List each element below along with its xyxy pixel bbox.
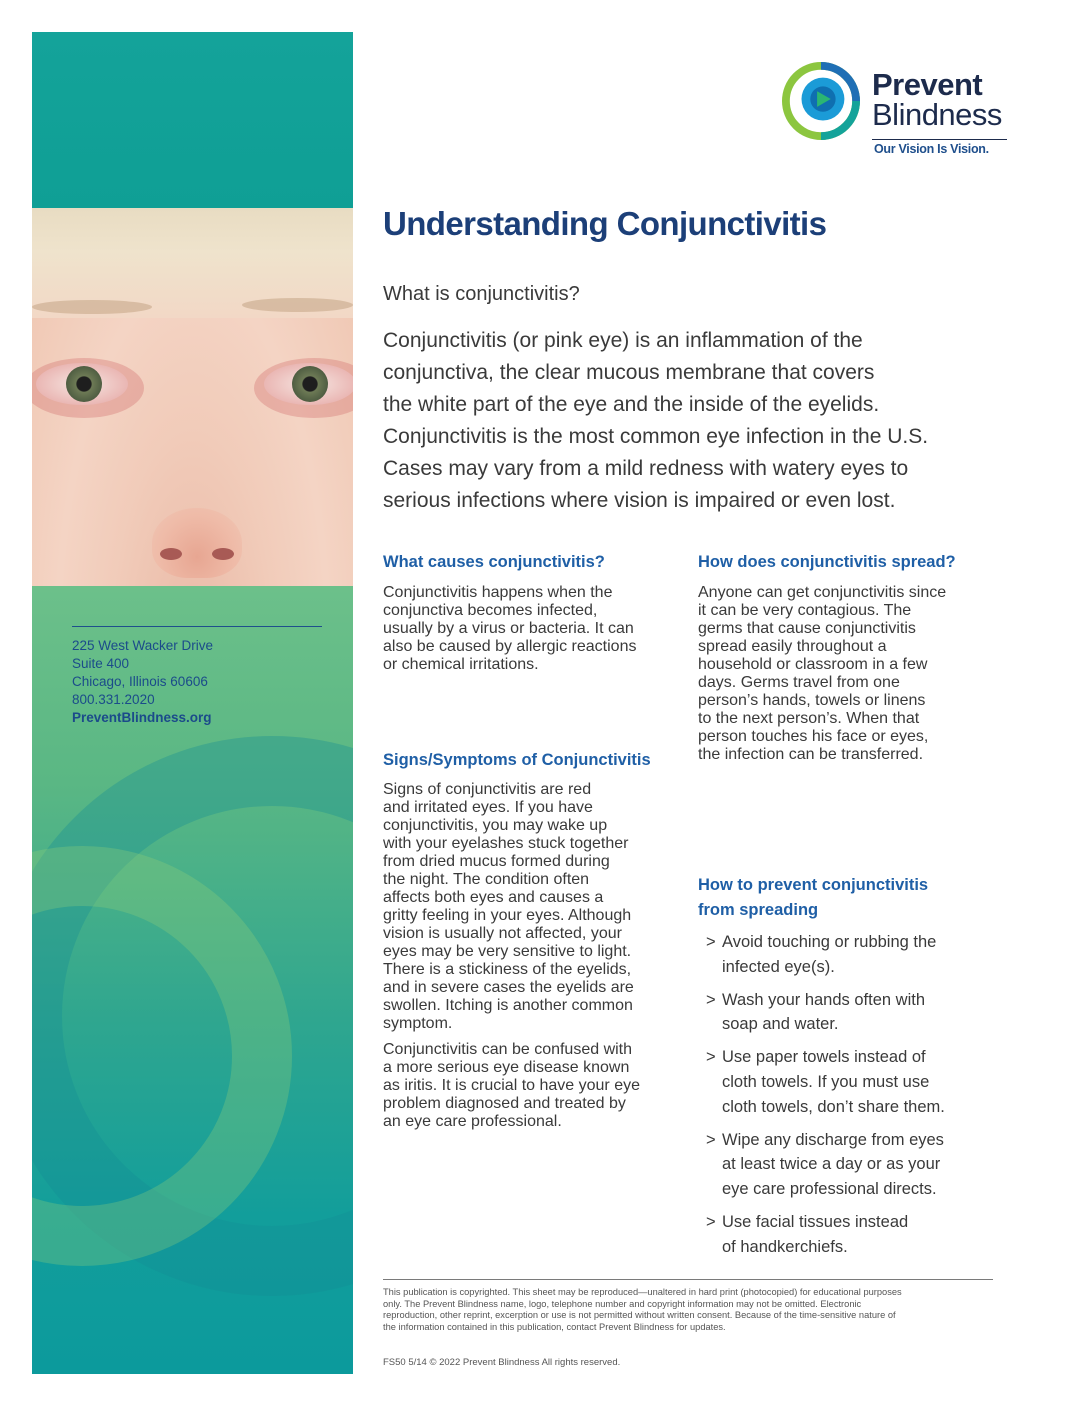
spread-line: to the next person’s. When that: [698, 710, 920, 727]
logo-word-prevent: Prevent: [872, 67, 983, 102]
list-item: [698, 1045, 1003, 1119]
causes-line: or chemical irritations.: [383, 656, 539, 673]
logo-tagline: Our Vision Is Vision.: [874, 142, 989, 156]
causes-line: conjunctiva becomes infected,: [383, 602, 598, 619]
photo-eye-right: [264, 363, 353, 405]
logo-eye-mark-icon: [782, 62, 860, 140]
symptoms-line: problem diagnosed and treated by: [383, 1095, 626, 1112]
list-item-line: Wash your hands often with: [722, 990, 925, 1009]
logo-rule: [872, 139, 1007, 140]
address-website-link[interactable]: PreventBlindness.org: [72, 710, 212, 725]
address-rule: [72, 626, 322, 627]
list-item-line: Use facial tissues instead: [722, 1212, 909, 1231]
prevent-blindness-logo: [782, 62, 1022, 162]
legal-line: only. The Prevent Blindness name, logo, telephone number and copyright information may not be omitted. Electronic: [383, 1298, 862, 1309]
list-item-line: of handkerchiefs.: [722, 1237, 848, 1256]
symptoms-line: as iritis. It is crucial to have your eye: [383, 1077, 640, 1094]
spread-heading: How does conjunctivitis spread?: [698, 553, 956, 571]
list-item: [698, 1128, 1003, 1202]
section-causes: [383, 550, 688, 674]
list-item-line: at least twice a day or as your: [722, 1155, 941, 1174]
prevent-list: [698, 930, 1003, 1260]
section-symptoms: [383, 748, 688, 1131]
intro-line: the white part of the eye and the inside of the eyelids.: [383, 393, 880, 416]
symptoms-heading: Signs/Symptoms of Conjunctivitis: [383, 751, 651, 769]
photo-eyebrow-right: [242, 298, 353, 312]
symptoms-line: the night. The condition often: [383, 871, 590, 888]
spread-line: spread easily throughout a: [698, 638, 887, 655]
prevent-heading-line: from spreading: [698, 901, 819, 919]
list-item-line: soap and water.: [722, 1015, 839, 1034]
intro-line: serious infections where vision is impaired or even lost.: [383, 489, 896, 512]
sidebar: [32, 32, 353, 1374]
symptoms-line: with your eyelashes stuck together: [383, 835, 629, 852]
symptoms-line: an eye care professional.: [383, 1113, 562, 1130]
logo-word-blindness: Blindness: [872, 97, 1002, 132]
page-title: Understanding Conjunctivitis: [383, 205, 827, 242]
list-item-line: Use paper towels instead of: [722, 1048, 926, 1067]
list-item-line: cloth towels, don’t share them.: [722, 1097, 945, 1116]
photo-iris-right: [292, 366, 328, 402]
prevent-heading-line: How to prevent conjunctivitis: [698, 876, 929, 894]
list-item-line: infected eye(s).: [722, 957, 835, 976]
section-spread: [698, 550, 1003, 764]
photo-nostril-right: [212, 548, 234, 560]
list-item-line: Avoid touching or rubbing the: [722, 933, 937, 951]
contact-address: [72, 626, 322, 727]
photo-nostril-left: [160, 548, 182, 560]
photo-iris-left: [66, 366, 102, 402]
section-prevent: [698, 873, 1003, 1268]
causes-line: Conjunctivitis happens when the: [383, 584, 613, 601]
photo-eye-left: [36, 363, 128, 405]
causes-line: usually by a virus or bacteria. It can: [383, 620, 634, 637]
intro-line: Conjunctivitis is the most common eye infection in the U.S.: [383, 425, 929, 448]
list-item: [698, 930, 1003, 980]
list-item: [698, 988, 1003, 1038]
symptoms-line: symptom.: [383, 1015, 453, 1032]
document-code: FS50 5/14 © 2022 Prevent Blindness All rights reserved.: [383, 1357, 621, 1368]
list-item: [698, 1210, 1003, 1260]
symptoms-line: There is a stickiness of the eyelids,: [383, 961, 632, 978]
symptoms-line: conjunctivitis, you may wake up: [383, 817, 608, 834]
symptoms-line: swollen. Itching is another common: [383, 997, 633, 1014]
symptoms-line: affects both eyes and causes a: [383, 889, 604, 906]
spread-line: Anyone can get conjunctivitis since: [698, 584, 947, 601]
intro-line: Conjunctivitis (or pink eye) is an inflammation of the: [383, 329, 863, 352]
prevent-heading: [698, 873, 1003, 923]
child-eyes-photo: [32, 208, 353, 586]
spread-line: germs that cause conjunctivitis: [698, 620, 916, 637]
spread-line: it can be very contagious. The: [698, 602, 912, 619]
symptoms-line: from dried mucus formed during: [383, 853, 610, 870]
address-suite: Suite 400: [72, 656, 130, 671]
sidebar-teal-band: [32, 32, 353, 208]
spread-line: person touches his face or eyes,: [698, 728, 929, 745]
spread-line: the infection can be transferred.: [698, 746, 924, 763]
list-item-line: Wipe any discharge from eyes: [722, 1130, 944, 1149]
photo-nose: [152, 508, 242, 578]
address-phone: 800.331.2020: [72, 692, 155, 707]
footer-rule: [383, 1279, 993, 1280]
bullet-chevron-icon: >: [706, 933, 716, 951]
list-item-line: cloth towels. If you must use: [722, 1072, 930, 1091]
copyright-notice: [383, 1287, 995, 1333]
address-city: Chicago, Illinois 60606: [72, 674, 208, 689]
symptoms-line: vision is usually not affected, your: [383, 925, 622, 942]
intro-line: conjunctiva, the clear mucous membrane that covers: [383, 361, 875, 384]
list-item-line: eye care professional directs.: [722, 1180, 937, 1199]
causes-heading: What causes conjunctivitis?: [383, 553, 605, 571]
intro-question: What is conjunctivitis?: [383, 283, 580, 305]
spread-line: household or classroom in a few: [698, 656, 928, 673]
intro-line: Cases may vary from a mild redness with watery eyes to: [383, 457, 909, 480]
symptoms-line: eyes may be very sensitive to light.: [383, 943, 632, 960]
sidebar-gradient-panel: [32, 586, 353, 1374]
symptoms-line: Conjunctivitis can be confused with: [383, 1041, 633, 1058]
bullet-chevron-icon: >: [706, 1212, 716, 1231]
symptoms-line: and irritated eyes. If you have: [383, 799, 593, 816]
bullet-chevron-icon: >: [706, 990, 716, 1009]
intro-paragraph: [383, 325, 1023, 517]
symptoms-line: a more serious eye disease known: [383, 1059, 630, 1076]
legal-line: This publication is copyrighted. This sheet may be reproduced—unaltered in hard print (photocopied) for educational purposes: [383, 1287, 902, 1297]
bullet-chevron-icon: >: [706, 1048, 716, 1067]
address-street: 225 West Wacker Drive: [72, 638, 214, 653]
photo-eyebrow-left: [32, 300, 152, 314]
logo-wordmark: [872, 67, 1002, 132]
symptoms-line: Signs of conjunctivitis are red: [383, 781, 592, 798]
spread-line: days. Germs travel from one: [698, 674, 900, 691]
legal-line: reproduction, other reprint, excerption or use is not permitted without written consent. Because of the time-sensitive nature of: [383, 1310, 896, 1320]
spread-line: person’s hands, towels or linens: [698, 692, 926, 709]
bullet-chevron-icon: >: [706, 1130, 716, 1149]
symptoms-line: and in severe cases the eyelids are: [383, 979, 634, 996]
symptoms-line: gritty feeling in your eyes. Although: [383, 907, 632, 924]
causes-line: also be caused by allergic reactions: [383, 638, 637, 655]
legal-line: the information contained in this publication, contact Prevent Blindness for updates.: [383, 1321, 726, 1332]
